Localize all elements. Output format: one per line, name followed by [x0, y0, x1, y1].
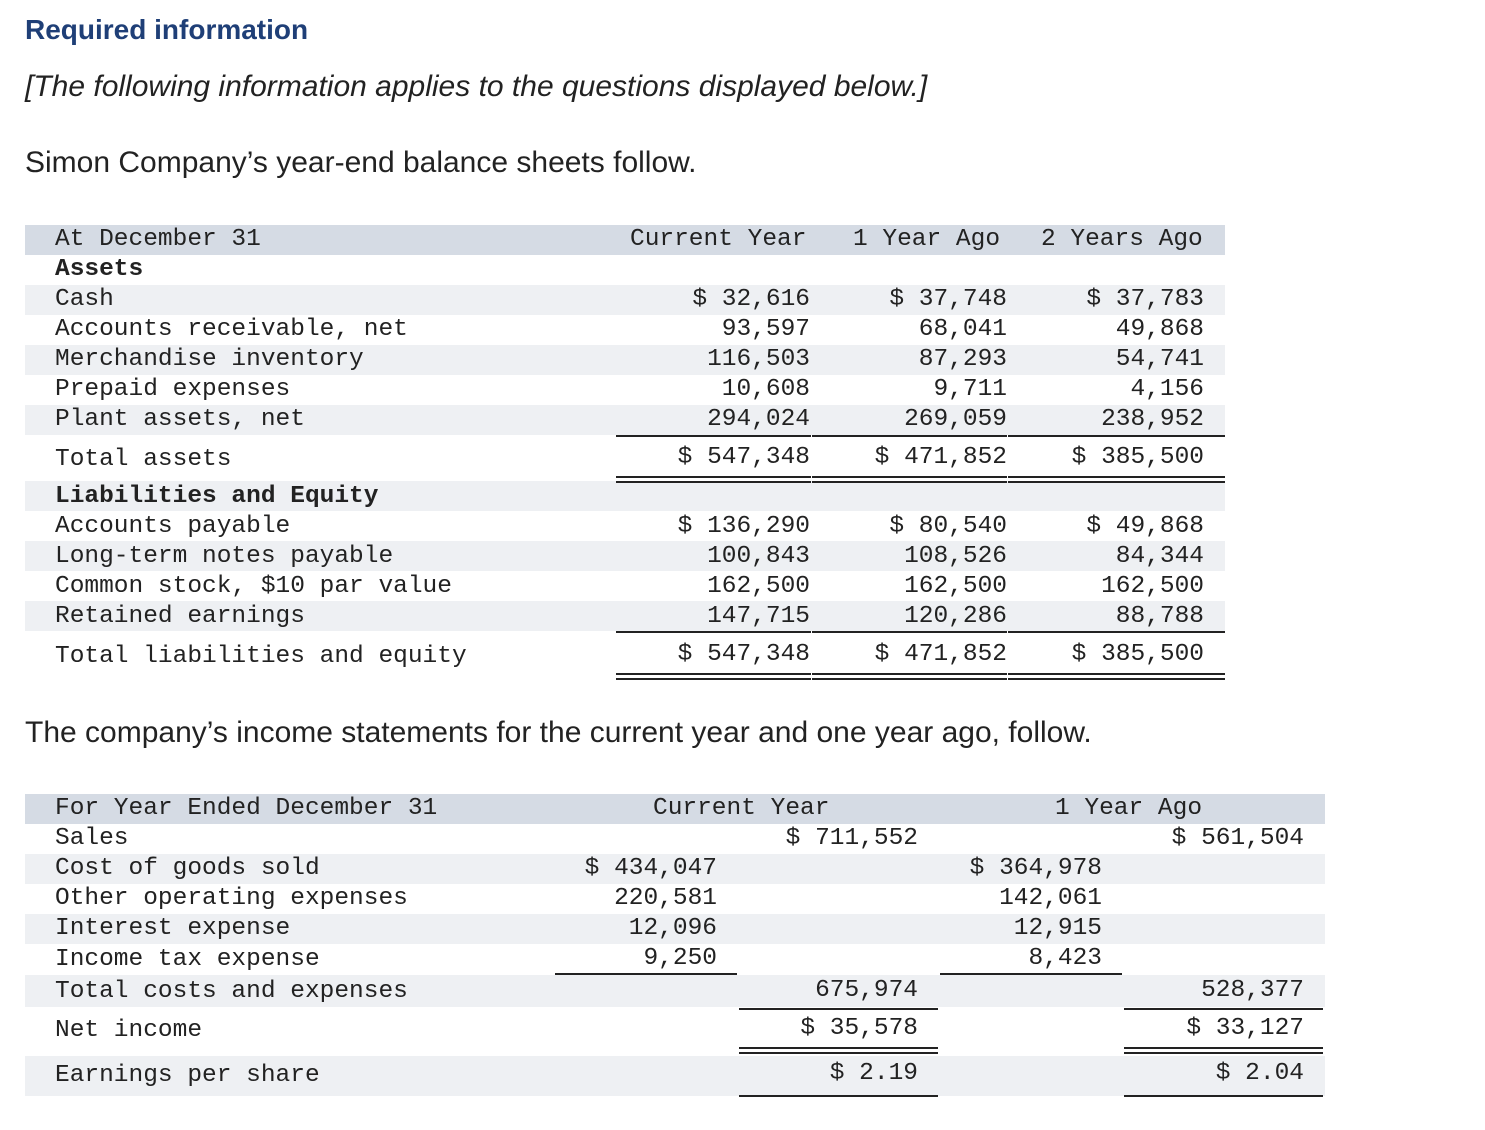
cell-current: $ 547,348 — [677, 444, 810, 471]
liabilities-heading: Liabilities and Equity — [55, 483, 379, 510]
row-label: Prepaid expenses — [55, 376, 291, 403]
cell-current: 116,503 — [707, 346, 810, 373]
cell-2ago: $ 385,500 — [1071, 641, 1204, 668]
cell-current: 93,597 — [721, 316, 810, 343]
cell-1ago: 87,293 — [918, 346, 1007, 373]
cell-2ago: $ 37,783 — [1086, 286, 1204, 313]
is-col-label: For Year Ended December 31 — [55, 795, 438, 822]
bs-col-1ago: 1 Year Ago — [853, 226, 1001, 253]
cell-current: 12,096 — [628, 915, 717, 942]
is-col-1ago: 1 Year Ago — [1055, 795, 1203, 822]
income-statement-intro: The company’s income statements for the current year and one year ago, follow. — [25, 716, 1092, 749]
cell-1ago: 68,041 — [918, 316, 1007, 343]
cell-current: 162,500 — [707, 573, 810, 600]
row-label: Merchandise inventory — [55, 346, 364, 373]
cell-current: $ 32,616 — [692, 286, 810, 313]
cell-current: 100,843 — [707, 543, 810, 570]
assets-heading: Assets — [55, 256, 144, 283]
row-label: Common stock, $10 par value — [55, 573, 452, 600]
cell-current: 294,024 — [707, 406, 810, 433]
cell-current-total: $ 711,552 — [785, 825, 918, 852]
bs-col-label: At December 31 — [55, 226, 261, 253]
cell-1ago-total: $ 561,504 — [1171, 825, 1304, 852]
cell-1ago: $ 37,748 — [889, 286, 1007, 313]
row-label: Income tax expense — [55, 946, 320, 973]
cell-current-total: $ 35,578 — [800, 1015, 918, 1042]
cell-2ago: 88,788 — [1115, 603, 1204, 630]
cell-1ago: $ 471,852 — [874, 641, 1007, 668]
row-label: Cash — [55, 286, 114, 313]
cell-1ago: 12,915 — [1013, 915, 1102, 942]
is-col-current: Current Year — [653, 795, 830, 822]
cell-current: $ 547,348 — [677, 641, 810, 668]
row-label: Sales — [55, 825, 129, 852]
row-label: Cost of goods sold — [55, 855, 320, 882]
row-label: Total assets — [55, 446, 232, 473]
cell-1ago-total: $ 2.04 — [1215, 1060, 1304, 1087]
cell-2ago: 4,156 — [1130, 376, 1204, 403]
row-label: Earnings per share — [55, 1062, 320, 1089]
cell-current: $ 434,047 — [584, 855, 717, 882]
cell-2ago: $ 385,500 — [1071, 444, 1204, 471]
cell-2ago: 238,952 — [1101, 406, 1204, 433]
row-label: Accounts payable — [55, 513, 291, 540]
row-label: Total liabilities and equity — [55, 643, 467, 670]
cell-2ago: $ 49,868 — [1086, 513, 1204, 540]
cell-1ago: $ 80,540 — [889, 513, 1007, 540]
row-label: Plant assets, net — [55, 406, 305, 433]
balance-sheet-intro: Simon Company’s year-end balance sheets follow. — [25, 146, 697, 179]
bs-col-2ago: 2 Years Ago — [1041, 226, 1203, 253]
cell-2ago: 162,500 — [1101, 573, 1204, 600]
cell-current-total: $ 2.19 — [829, 1060, 918, 1087]
row-label: Accounts receivable, net — [55, 316, 408, 343]
row-label: Net income — [55, 1017, 203, 1044]
cell-2ago: 54,741 — [1115, 346, 1204, 373]
cell-1ago-total: 528,377 — [1201, 977, 1304, 1004]
row-label: Other operating expenses — [55, 885, 408, 912]
cell-current: 147,715 — [707, 603, 810, 630]
cell-current: 10,608 — [721, 376, 810, 403]
cell-1ago: 120,286 — [904, 603, 1007, 630]
row-label: Interest expense — [55, 915, 291, 942]
cell-1ago: 269,059 — [904, 406, 1007, 433]
cell-1ago: 9,711 — [933, 376, 1007, 403]
cell-1ago: 142,061 — [999, 885, 1102, 912]
cell-current: 220,581 — [614, 885, 717, 912]
cell-1ago: $ 364,978 — [969, 855, 1102, 882]
cell-1ago: $ 471,852 — [874, 444, 1007, 471]
bs-col-current: Current Year — [630, 226, 807, 253]
cell-2ago: 49,868 — [1115, 316, 1204, 343]
row-label: Long-term notes payable — [55, 543, 394, 570]
cell-1ago: 8,423 — [1028, 945, 1102, 972]
page-title: Required information — [25, 14, 309, 45]
page-subtitle: [The following information applies to the questions displayed below.] — [25, 70, 928, 103]
cell-2ago: 84,344 — [1115, 543, 1204, 570]
cell-current-total: 675,974 — [815, 977, 918, 1004]
cell-1ago: 162,500 — [904, 573, 1007, 600]
cell-1ago-total: $ 33,127 — [1186, 1015, 1304, 1042]
cell-current: $ 136,290 — [677, 513, 810, 540]
cell-1ago: 108,526 — [904, 543, 1007, 570]
cell-current: 9,250 — [643, 945, 717, 972]
row-label: Total costs and expenses — [55, 978, 408, 1005]
row-label: Retained earnings — [55, 603, 305, 630]
